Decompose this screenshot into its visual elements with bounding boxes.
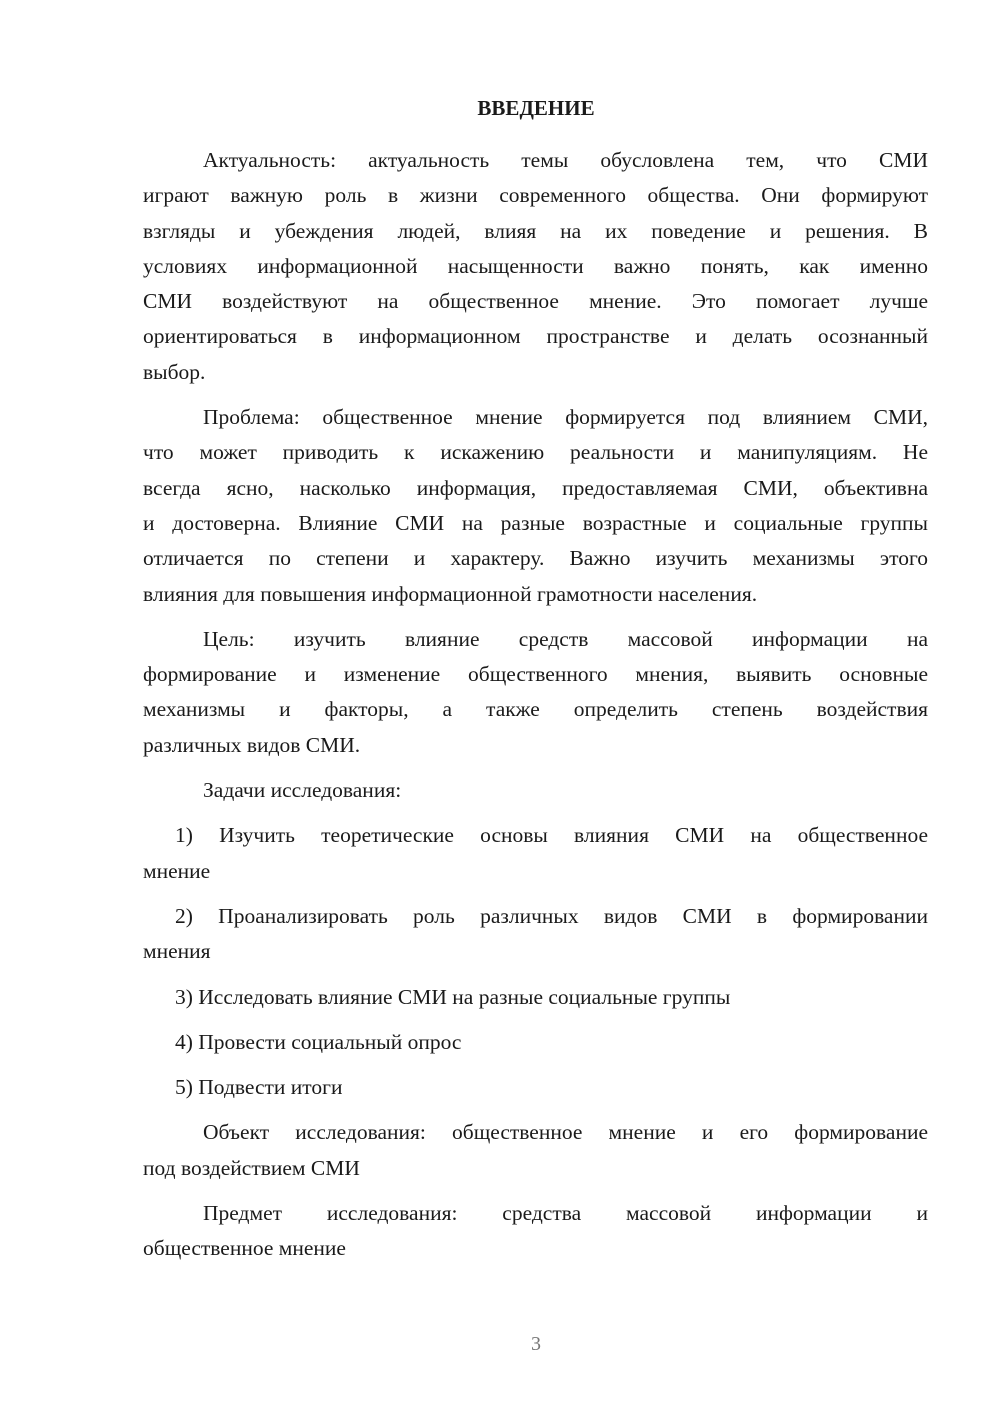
text-line: влияния для повышения информационной грамотности населения.	[143, 581, 758, 606]
text-line: 5) Подвести итоги	[175, 1075, 343, 1100]
text-line: 3) Исследовать влияние СМИ на разные социальные группы	[175, 984, 731, 1009]
task-list-item	[143, 818, 928, 889]
text-line: мнения	[143, 939, 211, 964]
page-number: 3	[531, 1333, 541, 1355]
task-list-item	[143, 980, 928, 1015]
text-line: 1) Изучить теоретические основы влияния СМИ на общественное	[175, 823, 928, 848]
section-heading: ВВЕДЕНИЕ	[477, 96, 595, 120]
task-list-item	[143, 899, 928, 970]
text-line: общественное мнение	[143, 1236, 346, 1261]
text-line: механизмы и факторы, а также определить степень воздействия	[143, 697, 928, 722]
text-line: Объект исследования: общественное мнение и его формирование	[203, 1120, 928, 1145]
text-line: взгляды и убеждения людей, влияя на их поведение и решения. В	[143, 218, 928, 243]
text-line: мнение	[143, 858, 211, 883]
text-line: Предмет исследования: средства массовой информации и	[203, 1201, 928, 1226]
text-line: выбор.	[143, 359, 206, 384]
task-list-item	[143, 1025, 928, 1060]
text-line: СМИ воздействуют на общественное мнение. Это помогает лучше	[143, 289, 928, 314]
paragraph	[143, 1196, 928, 1267]
text-line: различных видов СМИ.	[143, 732, 361, 757]
text-line: формирование и изменение общественного мнения, выявить основные	[143, 662, 928, 687]
text-line: играют важную роль в жизни современного общества. Они формируют	[143, 183, 928, 208]
task-list-item	[143, 1070, 928, 1105]
text-line: 4) Провести социальный опрос	[175, 1029, 462, 1054]
text-line: ориентироваться в информационном пространстве и делать осознанный	[143, 324, 928, 349]
text-line: под воздействием СМИ	[143, 1155, 360, 1180]
text-line: отличается по степени и характеру. Важно изучить механизмы этого	[143, 546, 928, 571]
text-line: Актуальность: актуальность темы обусловлена тем, что СМИ	[203, 148, 928, 172]
text-line: Цель: изучить влияние средств массовой информации на	[203, 626, 928, 651]
paragraph	[143, 622, 928, 763]
text-line: Проблема: общественное мнение формируется под влиянием СМИ,	[203, 405, 928, 430]
text-line: условиях информационной насыщенности важно понять, как именно	[143, 253, 928, 278]
document-body	[143, 143, 928, 1267]
text-line: всегда ясно, насколько информация, предоставляемая СМИ, объективна	[143, 475, 928, 500]
text-line: что может приводить к искажению реальности и манипуляциям. Не	[143, 440, 928, 465]
text-line: и достоверна. Влияние СМИ на разные возрастные и социальные группы	[143, 510, 928, 535]
paragraph	[143, 143, 928, 390]
paragraph	[143, 400, 928, 612]
text-line: 2) Проанализировать роль различных видов СМИ в формировании	[175, 903, 928, 928]
paragraph	[143, 1115, 928, 1186]
paragraph	[143, 773, 928, 808]
text-line: Задачи исследования:	[203, 778, 402, 803]
